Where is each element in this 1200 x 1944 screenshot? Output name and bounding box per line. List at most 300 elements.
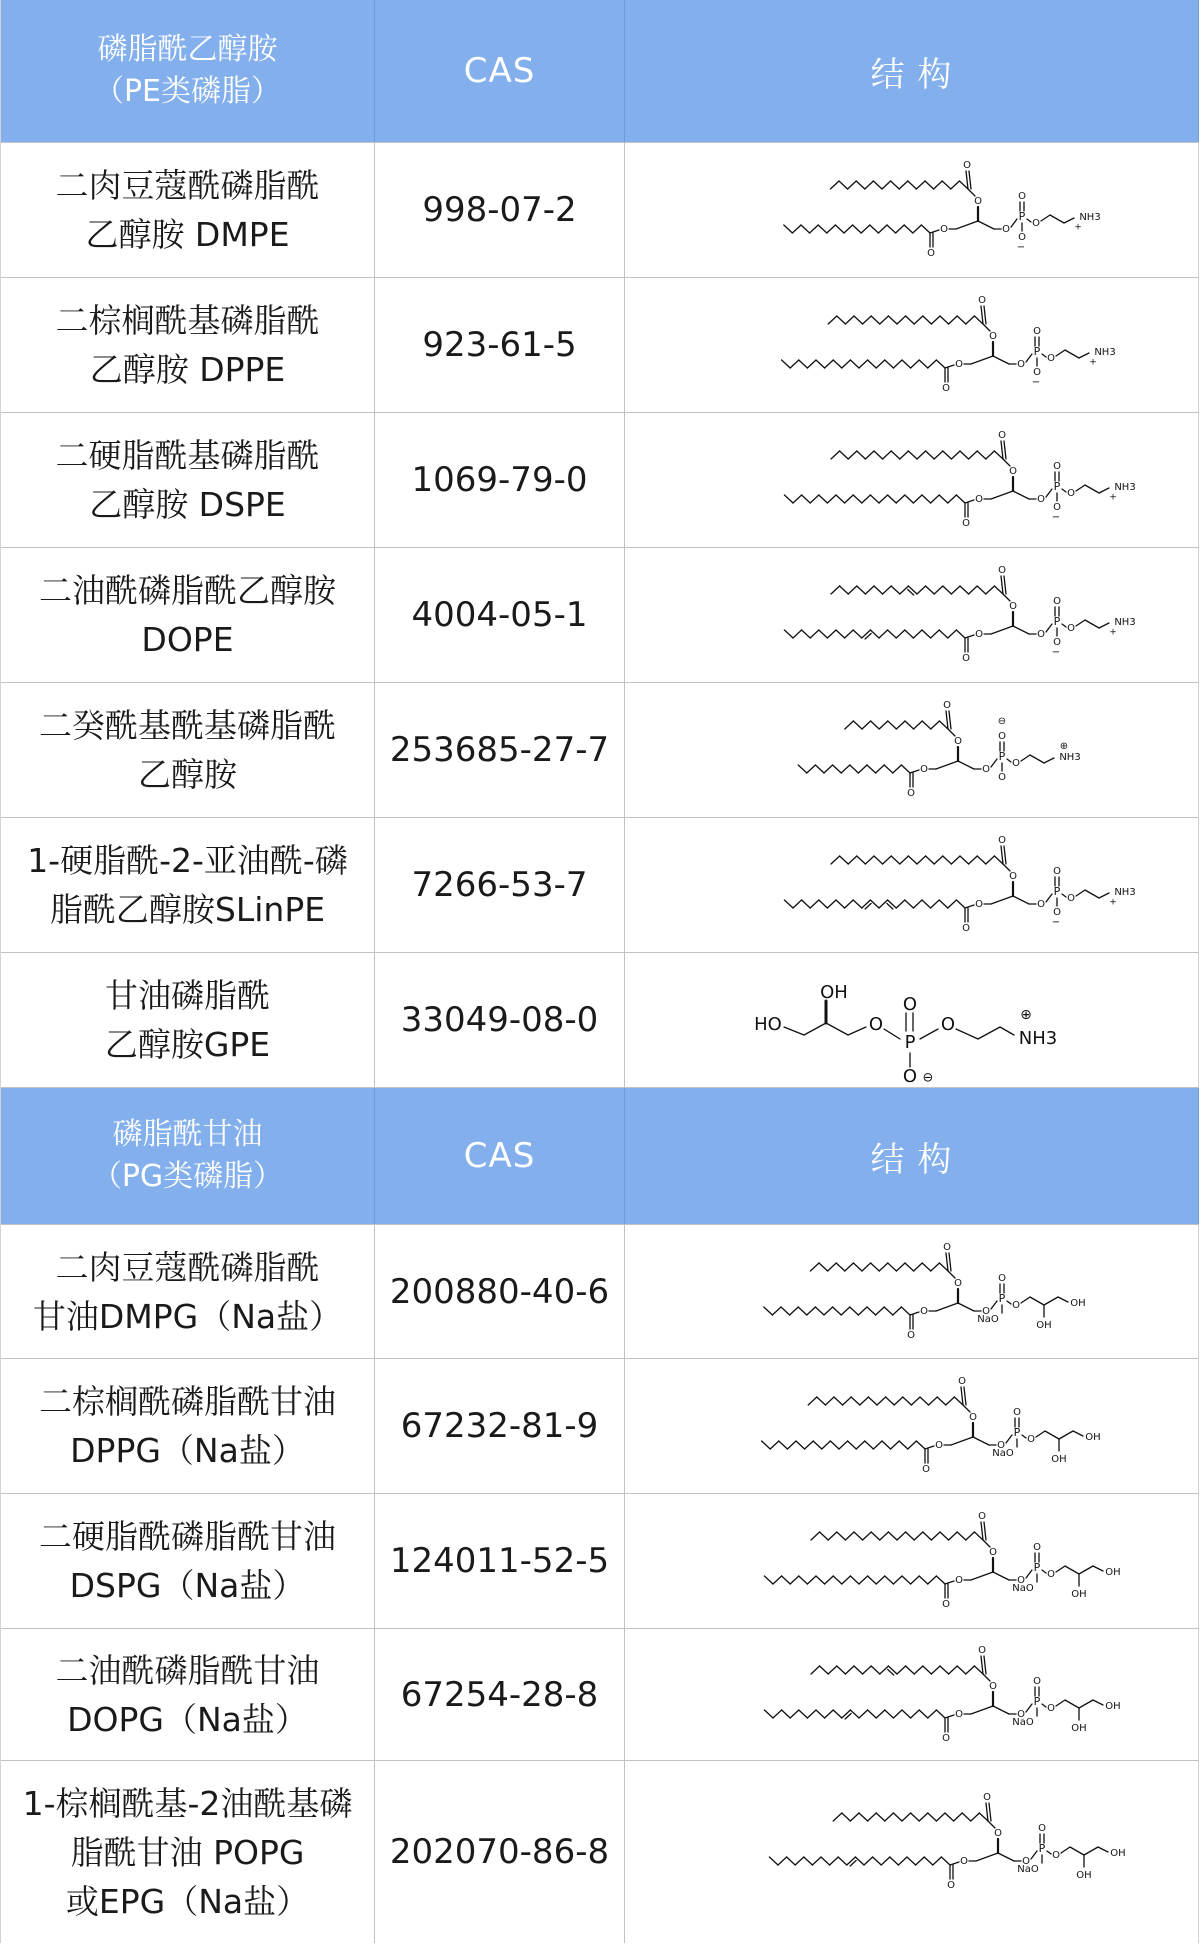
bond xyxy=(1093,1700,1103,1705)
bond xyxy=(842,1397,851,1405)
bond xyxy=(824,1710,833,1718)
bond xyxy=(845,1532,854,1540)
bond xyxy=(951,451,960,459)
bond xyxy=(985,586,994,594)
atom-label: O xyxy=(1052,502,1061,513)
bond xyxy=(1046,894,1052,902)
bond xyxy=(859,1397,868,1405)
charge-symbol: − xyxy=(1051,512,1060,523)
bond xyxy=(853,1263,862,1271)
bond xyxy=(850,360,859,368)
atom-label: NaO xyxy=(991,1448,1014,1459)
bond xyxy=(907,1441,916,1449)
pg-header-cas-text: CAS xyxy=(463,1136,536,1176)
table-row xyxy=(1,1761,1199,1943)
bond xyxy=(882,586,891,594)
structure-diagram xyxy=(702,1237,1122,1347)
bond xyxy=(917,586,926,594)
structure-cell xyxy=(625,1359,1199,1493)
bond xyxy=(922,900,931,908)
bond xyxy=(931,1532,940,1540)
bond xyxy=(781,1307,790,1315)
cas-number-text: 33049-08-0 xyxy=(400,1000,599,1040)
bond xyxy=(839,451,848,459)
bond xyxy=(965,500,974,503)
atom-label: O xyxy=(1037,1823,1046,1834)
bond xyxy=(948,1532,957,1540)
bond xyxy=(862,1666,871,1674)
bond xyxy=(977,586,986,594)
atom-label: O xyxy=(939,224,948,235)
bond xyxy=(971,356,993,364)
bond xyxy=(839,856,848,864)
structure-diagram xyxy=(687,1371,1137,1481)
bond xyxy=(936,761,958,769)
bond xyxy=(781,1710,790,1718)
bond xyxy=(870,1263,879,1271)
bond xyxy=(917,451,926,459)
cas-number xyxy=(375,143,625,277)
bond xyxy=(853,900,862,908)
bond xyxy=(968,586,977,594)
bond xyxy=(856,586,865,594)
atom-label: OH xyxy=(1050,1454,1067,1465)
bond xyxy=(1065,350,1079,358)
atom-label: O xyxy=(997,430,1006,441)
pe-header-name-line-1: 磷脂酰乙醇胺 xyxy=(97,32,278,67)
bond xyxy=(854,1666,863,1674)
bond xyxy=(934,586,943,594)
bond xyxy=(1046,489,1052,497)
bond xyxy=(913,495,922,503)
compound-name-line: DOPE xyxy=(141,620,234,659)
compound-name-line: 乙醇胺GPE xyxy=(104,1025,271,1064)
compound-name-line: DOPG（Na盐） xyxy=(67,1699,308,1739)
bond xyxy=(924,1857,933,1865)
bond xyxy=(941,1857,950,1865)
bond xyxy=(913,900,922,908)
atom-label: NH3 xyxy=(1113,617,1136,628)
bond xyxy=(919,1576,928,1584)
charge-symbol: ⊕ xyxy=(1059,741,1068,752)
bond xyxy=(870,630,879,638)
cas-number-text: 202070-86-8 xyxy=(389,1832,610,1872)
bond xyxy=(939,495,948,503)
bond xyxy=(801,900,810,908)
bond xyxy=(778,1441,787,1449)
bond xyxy=(930,721,939,729)
bond xyxy=(798,1710,807,1718)
bond xyxy=(858,765,867,773)
bond xyxy=(991,759,997,767)
bond xyxy=(971,1706,993,1714)
bond xyxy=(887,721,896,729)
atom-label: O xyxy=(1052,866,1061,877)
bond xyxy=(904,900,913,908)
atom-label: P xyxy=(998,1291,1005,1305)
bond xyxy=(812,1857,821,1865)
bond xyxy=(1050,215,1064,223)
bond xyxy=(916,1441,925,1449)
bond xyxy=(867,765,876,773)
bond xyxy=(1004,576,1006,594)
bond xyxy=(870,495,879,503)
bond xyxy=(807,360,816,368)
bond xyxy=(927,1813,936,1821)
bond xyxy=(1041,215,1050,221)
bond xyxy=(1065,1700,1079,1708)
bond xyxy=(1085,620,1099,628)
bond xyxy=(825,1397,834,1405)
bond xyxy=(946,711,948,729)
bond xyxy=(1042,354,1046,357)
structure-diagram xyxy=(662,1787,1162,1917)
compound-name-line: 甘油DMPG（Na盐） xyxy=(32,1296,343,1336)
atom-label: NH3 xyxy=(1078,212,1101,223)
bond xyxy=(973,1437,989,1445)
atom-label: O xyxy=(1046,1702,1055,1714)
cas-number-text: 124011-52-5 xyxy=(389,1541,610,1581)
compound-name-line: 二硬脂酰磷脂酰甘油 xyxy=(39,1517,336,1556)
bond xyxy=(790,360,799,368)
compound-name-line: 乙醇胺 xyxy=(138,755,237,794)
bond xyxy=(945,1813,954,1821)
bond xyxy=(891,451,900,459)
bond xyxy=(798,765,807,773)
bond xyxy=(933,181,942,189)
bond xyxy=(792,225,801,233)
charge-symbol: + xyxy=(1073,222,1082,233)
bond xyxy=(1026,354,1032,362)
bond xyxy=(913,630,922,638)
bond xyxy=(784,630,793,638)
bond xyxy=(968,451,977,459)
bond xyxy=(1044,1297,1058,1305)
atom-label: O xyxy=(1032,326,1041,337)
bond xyxy=(1044,758,1054,763)
atom-label: O xyxy=(1021,1856,1030,1867)
structure-cell xyxy=(625,683,1199,817)
bond xyxy=(890,1441,899,1449)
bond xyxy=(960,451,969,459)
bond xyxy=(913,721,922,729)
bond xyxy=(947,495,956,503)
bond xyxy=(1013,626,1029,634)
atom-label: O xyxy=(961,518,970,529)
bond xyxy=(887,1263,896,1271)
bond xyxy=(896,900,905,908)
pe-header-structure-text: 结 构 xyxy=(870,54,953,95)
bond xyxy=(853,630,862,638)
compound-name-line: DPPG（Na盐） xyxy=(70,1431,305,1470)
bond xyxy=(901,1307,910,1315)
atom-label: NH3 xyxy=(1113,482,1136,493)
bond xyxy=(1062,624,1066,627)
atom-label: O xyxy=(1011,1299,1020,1311)
bond xyxy=(873,1441,882,1449)
bond xyxy=(836,630,845,638)
bond xyxy=(960,856,969,864)
bond xyxy=(764,1710,773,1718)
bond xyxy=(1003,459,1010,466)
bond xyxy=(915,1857,924,1865)
bond xyxy=(1085,485,1099,493)
bond xyxy=(919,1813,928,1821)
bond xyxy=(976,1853,998,1861)
bond xyxy=(841,1813,850,1821)
bond xyxy=(864,1441,873,1449)
bond xyxy=(845,1666,854,1674)
bond xyxy=(905,721,914,729)
bond xyxy=(948,316,957,324)
bond xyxy=(841,1710,850,1718)
bond xyxy=(958,761,974,769)
bond xyxy=(831,451,840,459)
atom-label: P xyxy=(1033,345,1040,358)
bond xyxy=(1064,218,1074,223)
bond xyxy=(867,1307,876,1315)
bond xyxy=(850,1710,859,1718)
atom-label: O xyxy=(959,1856,968,1867)
bond xyxy=(899,1441,908,1449)
bond xyxy=(821,1857,830,1865)
bond xyxy=(882,181,891,189)
compound-name xyxy=(1,1359,375,1493)
atom-label: O xyxy=(1017,191,1026,202)
atom-label: NaO xyxy=(976,1313,999,1325)
atom-label: O xyxy=(1031,218,1040,229)
bond xyxy=(1045,1431,1059,1439)
bond xyxy=(1026,1704,1032,1712)
bond xyxy=(876,1576,885,1584)
bond xyxy=(855,1857,864,1865)
bond xyxy=(1084,1847,1098,1855)
table-row xyxy=(1,1629,1199,1761)
atom-label: O xyxy=(1008,871,1017,882)
structure-diagram xyxy=(667,1640,1157,1750)
bond xyxy=(871,316,880,324)
bond xyxy=(859,1710,868,1718)
cas-number-text: 923-61-5 xyxy=(422,325,577,365)
bond xyxy=(1007,1301,1011,1304)
bond xyxy=(809,225,818,233)
bond xyxy=(870,721,879,729)
bond xyxy=(947,630,956,638)
compound-name-line: 脂酰乙醇胺SLinPE xyxy=(49,890,326,929)
bond xyxy=(819,1263,828,1271)
bond xyxy=(901,765,910,773)
bond xyxy=(892,765,901,773)
atom-label: O xyxy=(1017,232,1026,243)
bond xyxy=(984,306,986,324)
bond xyxy=(981,306,983,324)
bond xyxy=(945,1581,954,1584)
atom-label: O xyxy=(954,1575,963,1586)
bond xyxy=(965,316,974,324)
bond xyxy=(993,1706,1009,1714)
atom-label: OH xyxy=(1109,1848,1126,1859)
bond xyxy=(936,1576,945,1584)
bond xyxy=(965,635,974,638)
bond xyxy=(828,316,837,324)
atom-label: P xyxy=(1053,885,1060,898)
bond xyxy=(827,1263,836,1271)
bond xyxy=(847,1441,856,1449)
bond xyxy=(804,1441,813,1449)
atom-label: O xyxy=(921,1464,930,1475)
bond xyxy=(879,900,888,908)
bond xyxy=(958,1303,974,1311)
bond xyxy=(893,1710,902,1718)
bond xyxy=(988,1821,995,1828)
pg-header-name xyxy=(1,1088,375,1224)
compound-name xyxy=(1,278,375,412)
bond xyxy=(993,356,1009,364)
compound-name-line: DSPG（Na盐） xyxy=(69,1566,306,1605)
bond xyxy=(816,1397,825,1405)
bond xyxy=(819,1532,828,1540)
bond xyxy=(884,1710,893,1718)
bond xyxy=(939,630,948,638)
bond xyxy=(887,630,896,638)
structure-diagram xyxy=(667,560,1157,670)
bond xyxy=(884,1813,893,1821)
bond xyxy=(949,1253,951,1271)
atom-label: O xyxy=(974,629,983,640)
bond xyxy=(879,1532,888,1540)
bond xyxy=(902,360,911,368)
compound-name xyxy=(1,1761,375,1943)
bond xyxy=(841,1576,850,1584)
bond xyxy=(772,1307,781,1315)
bond xyxy=(891,586,900,594)
compound-name xyxy=(1,143,375,277)
cas-number-text: 998-07-2 xyxy=(422,190,577,230)
bond xyxy=(989,1803,991,1821)
atom-label: OH xyxy=(1104,1700,1121,1712)
bond xyxy=(836,1263,845,1271)
bond xyxy=(829,1857,838,1865)
bond xyxy=(821,1441,830,1449)
bond xyxy=(991,491,1013,499)
bond xyxy=(983,324,990,331)
table-row xyxy=(1,278,1199,413)
cas-number-text: 67254-28-8 xyxy=(400,1674,599,1715)
bond xyxy=(925,181,934,189)
bond xyxy=(858,1307,867,1315)
bond xyxy=(940,1532,949,1540)
atom-label: O xyxy=(934,1440,943,1451)
charge-symbol: ⊖ xyxy=(922,1070,933,1086)
bond xyxy=(962,1813,971,1821)
compound-name xyxy=(1,1629,375,1760)
bond xyxy=(884,765,893,773)
bond xyxy=(828,1532,837,1540)
bond xyxy=(1079,1700,1093,1708)
bond xyxy=(844,900,853,908)
bond xyxy=(922,1666,931,1674)
bond xyxy=(899,181,908,189)
bond xyxy=(925,1446,934,1449)
bond xyxy=(1076,485,1085,491)
atom-label: O xyxy=(902,994,917,1015)
bond xyxy=(902,1813,911,1821)
compound-name-line: 二肉豆蔻酰磷脂酰 xyxy=(55,166,320,205)
bond xyxy=(978,1027,1000,1039)
bond xyxy=(818,495,827,503)
bond xyxy=(761,1441,770,1449)
bond xyxy=(951,1437,973,1445)
atom-label: O xyxy=(953,1277,962,1289)
bond xyxy=(910,770,919,773)
bond xyxy=(942,856,951,864)
bond xyxy=(902,1710,911,1718)
bond xyxy=(932,1857,941,1865)
bond xyxy=(856,451,865,459)
bond xyxy=(879,630,888,638)
bond xyxy=(927,360,936,368)
pg-header-cas xyxy=(375,1088,625,1224)
bond xyxy=(836,900,845,908)
bond xyxy=(985,451,994,459)
bond xyxy=(798,1307,807,1315)
bond xyxy=(827,900,836,908)
bond xyxy=(884,1307,893,1315)
bond xyxy=(790,1576,799,1584)
table-row xyxy=(1,1359,1199,1494)
bond xyxy=(936,1303,958,1311)
bond xyxy=(882,856,891,864)
bond xyxy=(1098,1847,1108,1852)
atom-label: OH xyxy=(1035,1319,1052,1331)
bond xyxy=(1003,864,1010,871)
bond xyxy=(876,360,885,368)
cas-number xyxy=(375,1761,625,1943)
bond xyxy=(1007,759,1011,762)
bond xyxy=(1013,491,1029,499)
bond xyxy=(862,1532,871,1540)
bond xyxy=(939,900,948,908)
compound-name-line: 1-硬脂酰-2-亚油酰-磷 xyxy=(27,841,348,880)
bond xyxy=(904,225,913,233)
bond xyxy=(1056,1566,1065,1572)
bond xyxy=(897,1666,906,1674)
atom-label: O xyxy=(1066,893,1075,904)
structure-diagram xyxy=(722,695,1102,805)
bond xyxy=(948,1666,957,1674)
bond xyxy=(783,225,792,233)
bond xyxy=(859,1576,868,1584)
bond xyxy=(931,1666,940,1674)
atom-label: NH3 xyxy=(1018,1028,1057,1049)
atom-label: NaO xyxy=(1016,1864,1039,1875)
table-row xyxy=(1,548,1199,683)
bond xyxy=(836,1532,845,1540)
atom-label: O xyxy=(1066,488,1075,499)
bond xyxy=(856,181,865,189)
bond xyxy=(910,1576,919,1584)
structure-cell xyxy=(625,143,1199,277)
structure-cell xyxy=(625,1225,1199,1358)
bond xyxy=(1022,1435,1026,1438)
bond xyxy=(1079,353,1089,358)
bond xyxy=(879,1666,888,1674)
bond xyxy=(908,586,917,594)
bond xyxy=(1099,893,1109,898)
bond xyxy=(801,495,810,503)
bond xyxy=(798,360,807,368)
compound-name-line: 二肉豆蔻酰磷脂酰 xyxy=(55,1247,320,1287)
